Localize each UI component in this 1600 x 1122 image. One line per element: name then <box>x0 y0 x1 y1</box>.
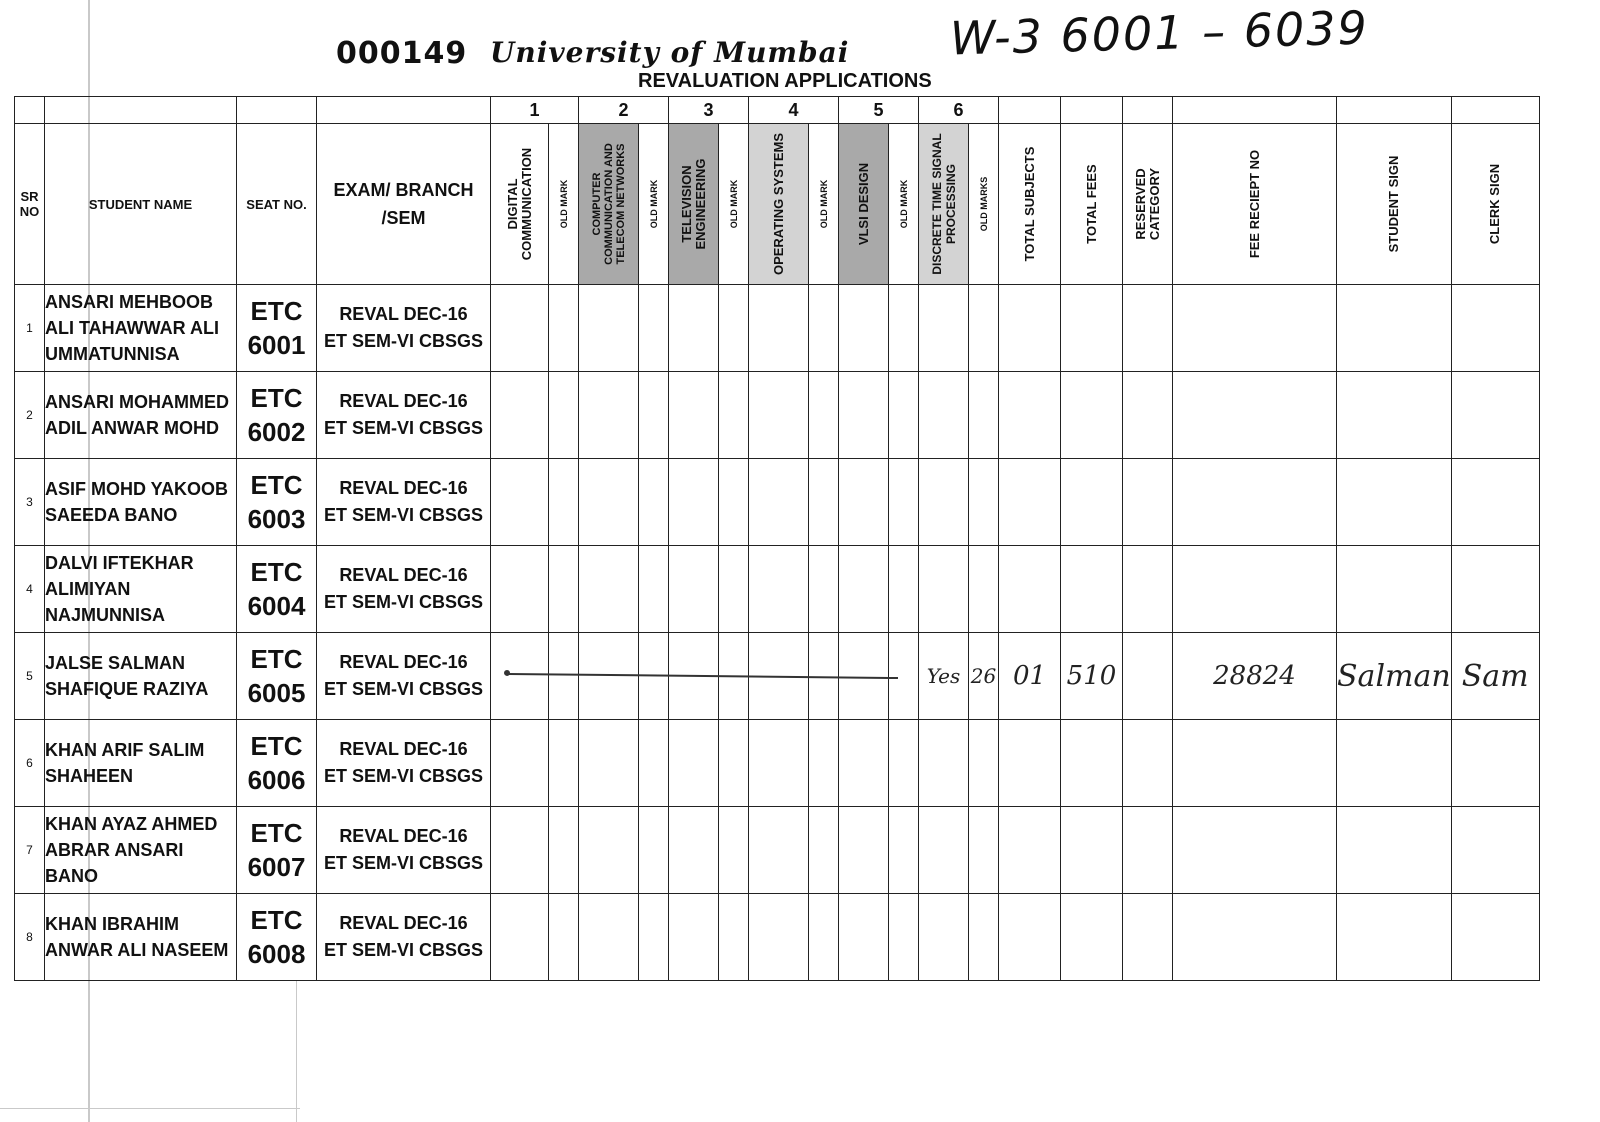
seat-no: ETC 6004 <box>237 546 317 633</box>
sr-no: 5 <box>15 633 45 720</box>
student-name: JALSE SALMAN SHAFIQUE RAZIYA <box>45 633 237 720</box>
form-number: 000149 <box>336 36 468 71</box>
student-signature: Salman <box>1337 633 1452 720</box>
column-header-row <box>15 124 1540 285</box>
header-old-mark-3: OLD MARK <box>719 124 749 285</box>
total-subjects-value: 01 <box>999 633 1061 720</box>
sr-no: 3 <box>15 459 45 546</box>
header-seat-no: SEAT NO. <box>237 124 317 285</box>
sr-no: 8 <box>15 894 45 981</box>
student-name: KHAN IBRAHIM ANWAR ALI NASEEM <box>45 894 237 981</box>
handwritten-range-note: W-3 6001 – 6039 <box>949 0 1370 66</box>
exam-branch-sem: REVAL DEC-16 ET SEM-VI CBSGS <box>317 807 491 894</box>
subject6-mark: Yes <box>919 633 969 720</box>
student-name: ANSARI MOHAMMED ADIL ANWAR MOHD <box>45 372 237 459</box>
exam-branch-sem: REVAL DEC-16 ET SEM-VI CBSGS <box>317 546 491 633</box>
table-row <box>15 285 1540 372</box>
exam-branch-sem: REVAL DEC-16 ET SEM-VI CBSGS <box>317 459 491 546</box>
subject-number-5: 5 <box>839 97 919 124</box>
header-subject-3: TELEVISION ENGINEERING <box>669 124 719 285</box>
seat-no: ETC 6006 <box>237 720 317 807</box>
seat-no: ETC 6007 <box>237 807 317 894</box>
sr-no: 7 <box>15 807 45 894</box>
student-name: DALVI IFTEKHAR ALIMIYAN NAJMUNNISA <box>45 546 237 633</box>
scan-artifact-vertical-line <box>296 980 297 1122</box>
subject-number-4: 4 <box>749 97 839 124</box>
header-subject-6: DISCRETE TIME SIGNAL PROCESSING <box>919 124 969 285</box>
university-name: University of Mumbai <box>490 36 850 69</box>
header-total-fees: TOTAL FEES <box>1061 124 1123 285</box>
exam-branch-sem: REVAL DEC-16 ET SEM-VI CBSGS <box>317 372 491 459</box>
header-sr-no: SR NO <box>15 124 45 285</box>
header-subject-5: VLSI DESIGN <box>839 124 889 285</box>
subject-number-2: 2 <box>579 97 669 124</box>
student-name: ASIF MOHD YAKOOB SAEEDA BANO <box>45 459 237 546</box>
header-clerk-sign: CLERK SIGN <box>1451 124 1539 285</box>
subject-number-3: 3 <box>669 97 749 124</box>
sr-no: 6 <box>15 720 45 807</box>
seat-no: ETC 6008 <box>237 894 317 981</box>
total-fees-value: 510 <box>1061 633 1123 720</box>
table-row <box>15 459 1540 546</box>
clerk-signature: Sam <box>1451 633 1539 720</box>
header-subject-1: DIGITAL COMMUNICATION <box>491 124 549 285</box>
seat-no: ETC 6001 <box>237 285 317 372</box>
subject6-old-mark: 26 <box>969 633 999 720</box>
header-exam-branch-sem: EXAM/ BRANCH /SEM <box>317 124 491 285</box>
seat-no: ETC 6002 <box>237 372 317 459</box>
form-title: REVALUATION APPLICATIONS <box>638 70 932 92</box>
table-row <box>15 807 1540 894</box>
exam-branch-sem: REVAL DEC-16 ET SEM-VI CBSGS <box>317 633 491 720</box>
student-name: ANSARI MEHBOOB ALI TAHAWWAR ALI UMMATUNNISA <box>45 285 237 372</box>
table-row <box>15 894 1540 981</box>
header-fee-receipt-no: FEE RECIEPT NO <box>1173 124 1337 285</box>
subject-number-6: 6 <box>919 97 999 124</box>
fee-receipt-value: 28824 <box>1173 633 1337 720</box>
scan-artifact-horizontal-line <box>0 1108 300 1109</box>
header-reserved-category: RESERVED CATEGORY <box>1123 124 1173 285</box>
student-name: KHAN AYAZ AHMED ABRAR ANSARI BANO <box>45 807 237 894</box>
table-row <box>15 372 1540 459</box>
sr-no: 2 <box>15 372 45 459</box>
revaluation-table <box>14 96 1540 981</box>
header-old-mark-2: OLD MARK <box>639 124 669 285</box>
sr-no: 1 <box>15 285 45 372</box>
header-old-mark-5: OLD MARK <box>889 124 919 285</box>
exam-branch-sem: REVAL DEC-16 ET SEM-VI CBSGS <box>317 720 491 807</box>
header-student-name: STUDENT NAME <box>45 124 237 285</box>
subject-number-1: 1 <box>491 97 579 124</box>
student-name: KHAN ARIF SALIM SHAHEEN <box>45 720 237 807</box>
header-old-mark-1: OLD MARK <box>549 124 579 285</box>
table-row <box>15 546 1540 633</box>
seat-no: ETC 6005 <box>237 633 317 720</box>
sr-no: 4 <box>15 546 45 633</box>
exam-branch-sem: REVAL DEC-16 ET SEM-VI CBSGS <box>317 285 491 372</box>
header-subject-2: COMPUTER COMMUNICATION AND TELECOM NETWORKS <box>579 124 639 285</box>
seat-no: ETC 6003 <box>237 459 317 546</box>
header-student-sign: STUDENT SIGN <box>1337 124 1452 285</box>
exam-branch-sem: REVAL DEC-16 ET SEM-VI CBSGS <box>317 894 491 981</box>
table-row <box>15 720 1540 807</box>
header-old-mark-4: OLD MARK <box>809 124 839 285</box>
header-total-subjects: TOTAL SUBJECTS <box>999 124 1061 285</box>
subject-number-row <box>15 97 1540 124</box>
header-subject-4: OPERATING SYSTEMS <box>749 124 809 285</box>
header-old-marks-6: OLD MARKS <box>969 124 999 285</box>
